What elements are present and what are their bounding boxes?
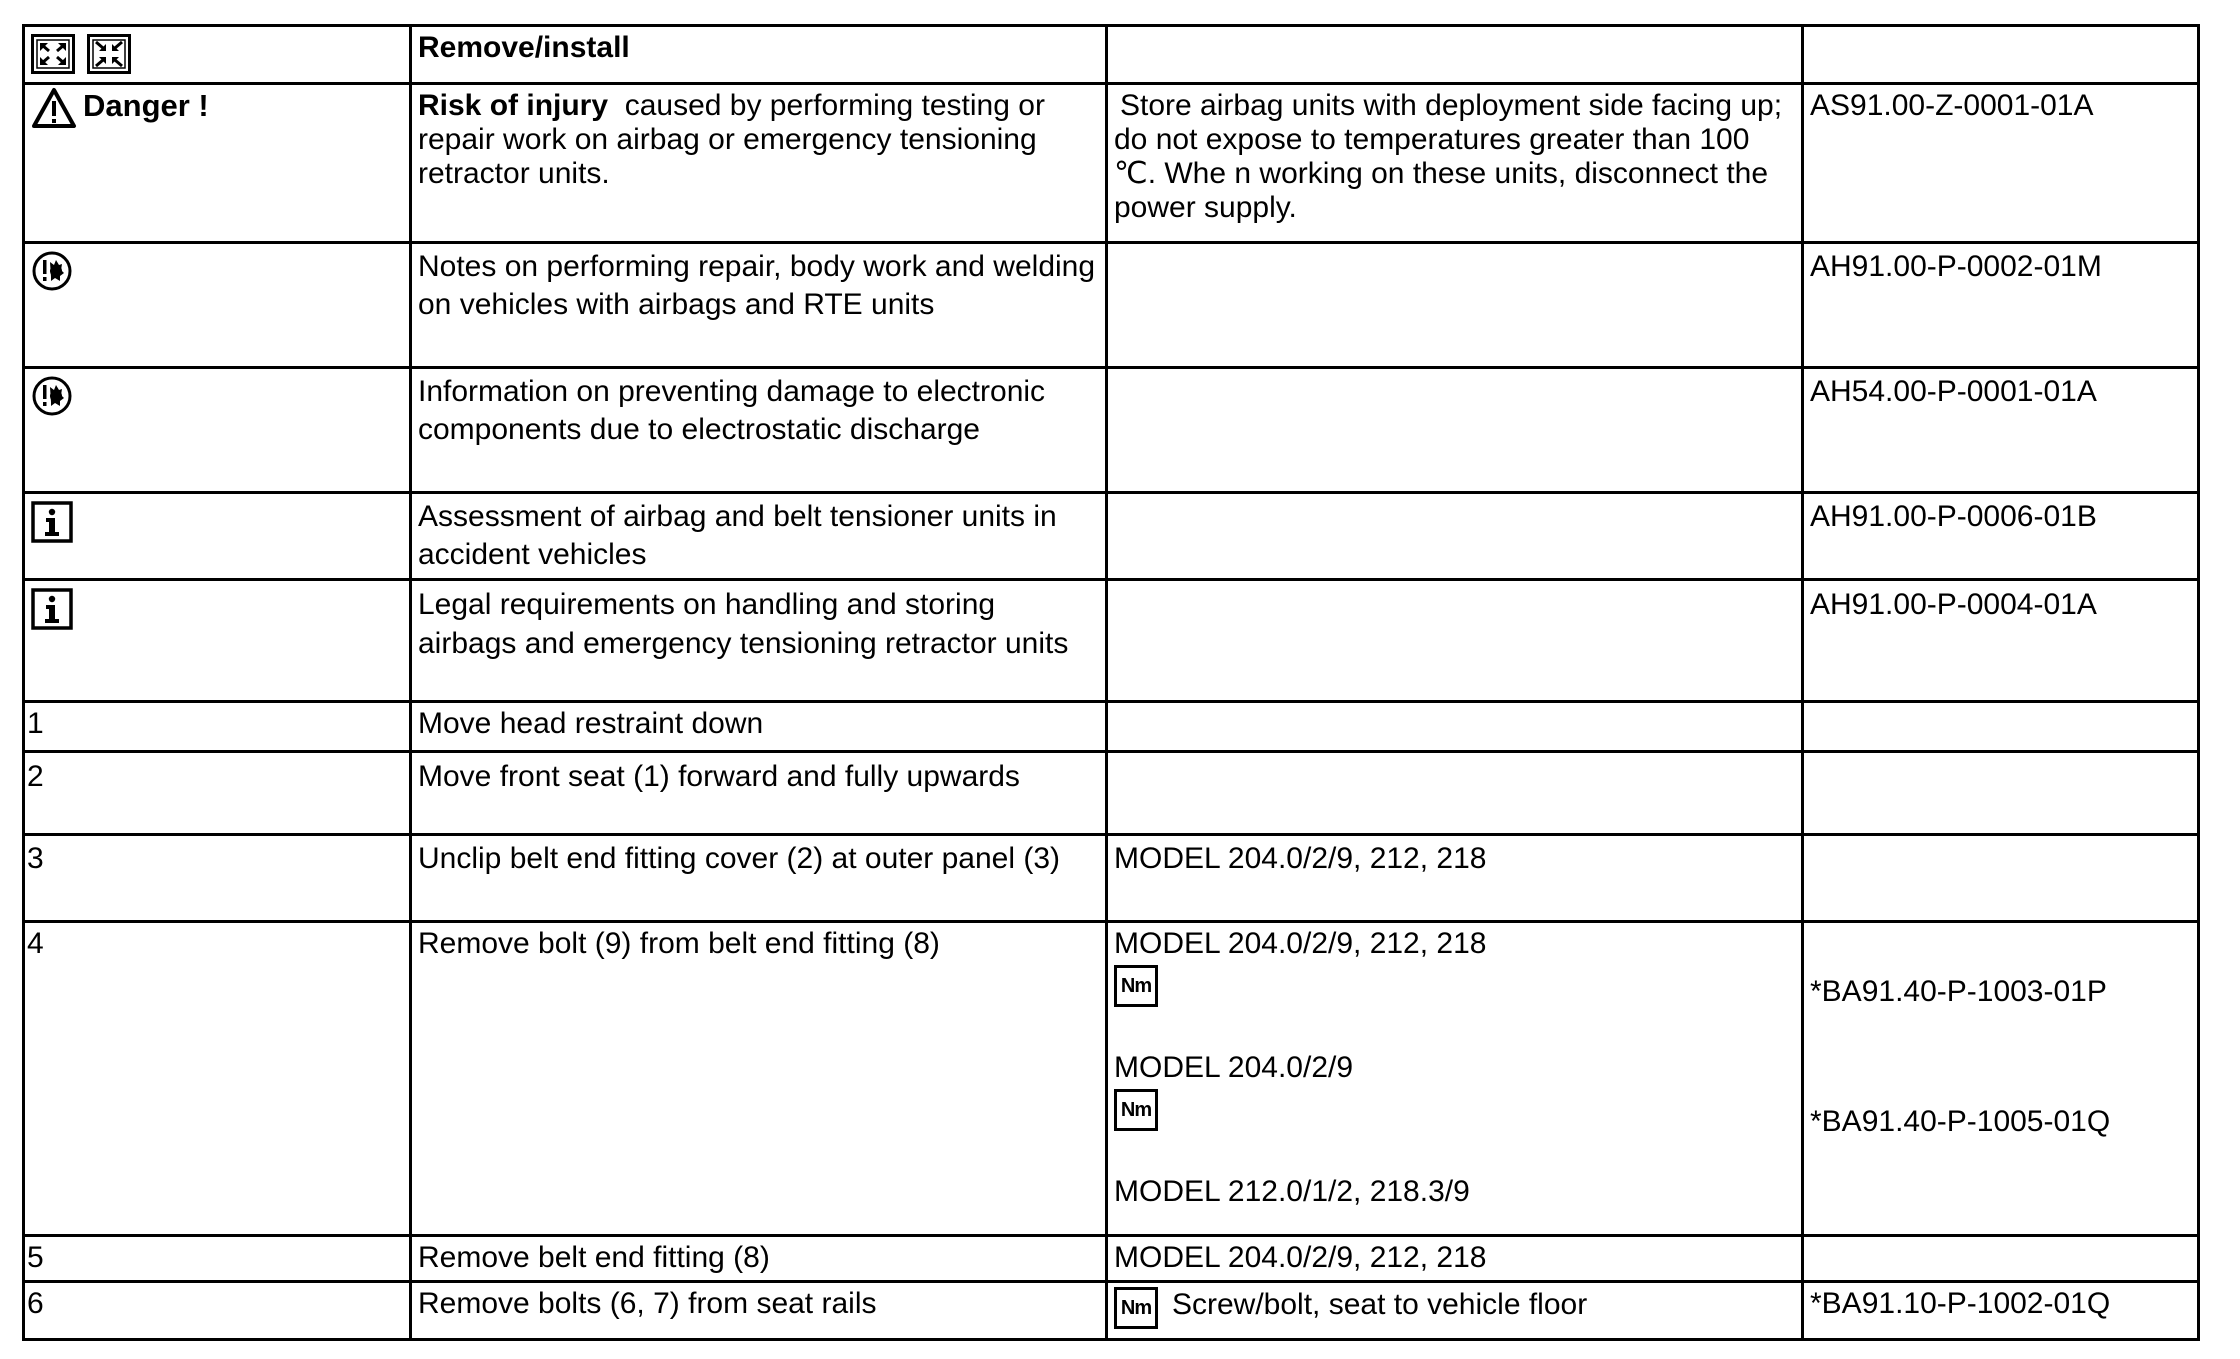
torque-nm-icon[interactable]: Nm xyxy=(1114,1287,1158,1329)
header-empty-cell xyxy=(1803,26,2199,84)
step-row xyxy=(24,922,2199,1236)
step-model-cell xyxy=(1107,752,1803,835)
info-text: Legal requirements on handling and storing airbags and emergency tensioning retractor units xyxy=(418,588,1069,660)
note-ref-cell xyxy=(1803,368,2199,493)
risk-text: caused by performing testing or repair work on airbag or emergency tensioning retractor units. xyxy=(418,89,1045,190)
step-text-cell xyxy=(411,922,1107,1236)
torque-nm-icon[interactable]: Nm xyxy=(1114,1089,1158,1131)
step-ref-cell xyxy=(1803,922,2199,1236)
step-text: Remove bolt (9) from belt end fitting (8) xyxy=(418,927,940,960)
step-row xyxy=(24,1236,2199,1282)
step-text-cell xyxy=(411,752,1107,835)
step-row xyxy=(24,1282,2199,1340)
note-gear-icon xyxy=(31,250,73,302)
info-ref-cell xyxy=(1803,580,2199,702)
step-ref-cell xyxy=(1803,835,2199,922)
note-text-cell xyxy=(411,368,1107,493)
reference-link[interactable]: AH54.00-P-0001-01A xyxy=(1810,375,2097,408)
step-text-cell xyxy=(411,1282,1107,1340)
note-empty-cell xyxy=(1107,368,1803,493)
step-number: 4 xyxy=(27,927,44,960)
step-number-cell xyxy=(24,922,411,1236)
reference-link[interactable]: AH91.00-P-0002-01M xyxy=(1810,250,2102,283)
info-empty-cell xyxy=(1107,580,1803,702)
reference-link[interactable]: *BA91.40-P-1003-01P xyxy=(1810,975,2107,1008)
step-model-cell xyxy=(1107,922,1803,1236)
expand-arrows-icon[interactable] xyxy=(31,34,75,82)
step-model-cell xyxy=(1107,835,1803,922)
reference-link[interactable]: AS91.00-Z-0001-01A xyxy=(1810,89,2094,122)
collapse-arrows-icon[interactable] xyxy=(87,34,131,82)
step-text: Move head restraint down xyxy=(418,707,764,740)
header-row xyxy=(24,26,2199,84)
danger-row xyxy=(24,84,2199,243)
step-number: 5 xyxy=(27,1241,44,1274)
note-text: Notes on performing repair, body work and welding on vehicles with airbags and RTE units xyxy=(418,250,1096,321)
step-row xyxy=(24,752,2199,835)
step-ref-cell xyxy=(1803,1282,2199,1340)
info-ref-cell xyxy=(1803,493,2199,580)
note-icon-cell xyxy=(24,243,411,368)
danger-label: Danger ! xyxy=(83,88,209,123)
info-row xyxy=(24,493,2199,580)
step-model-cell xyxy=(1107,1282,1803,1340)
step-number-cell xyxy=(24,752,411,835)
step-text-cell xyxy=(411,702,1107,752)
info-text: Assessment of airbag and belt tensioner units in accident vehicles xyxy=(418,500,1057,571)
warning-triangle-icon xyxy=(31,87,77,137)
danger-measure-text: Store airbag units with deployment side facing up; do not expose to temperatures greater than 100 ℃. Whe n working on these units, disconnect the power supply. xyxy=(1114,89,1783,224)
model-applicability: MODEL 204.0/2/9, 212, 218 xyxy=(1114,927,1487,960)
step-ref-cell xyxy=(1803,752,2199,835)
step-row xyxy=(24,702,2199,752)
step-model-cell xyxy=(1107,1236,1803,1282)
info-icon-cell xyxy=(24,580,411,702)
step-number-cell xyxy=(24,835,411,922)
step-ref-cell xyxy=(1803,702,2199,752)
danger-risk-cell xyxy=(411,84,1107,243)
danger-measure-cell xyxy=(1107,84,1803,243)
procedure-table xyxy=(22,24,2200,1341)
step-number-cell xyxy=(24,1236,411,1282)
note-text: Information on preventing damage to electronic components due to electrostatic discharge xyxy=(418,375,1046,446)
model-applicability: MODEL 212.0/1/2, 218.3/9 xyxy=(1114,1175,1470,1208)
risk-heading: Risk of injury xyxy=(418,89,609,122)
header-title-cell xyxy=(411,26,1107,84)
step-text: Unclip belt end fitting cover (2) at outer panel (3) xyxy=(418,842,1060,875)
reference-link[interactable]: *BA91.10-P-1002-01Q xyxy=(1810,1287,2111,1320)
step-number: 2 xyxy=(27,760,44,793)
note-gear-icon xyxy=(31,375,73,427)
header-empty-cell xyxy=(1107,26,1803,84)
note-icon-cell xyxy=(24,368,411,493)
torque-row xyxy=(1114,965,1795,1005)
step-row xyxy=(24,835,2199,922)
step-number: 1 xyxy=(27,707,44,740)
step-number: 3 xyxy=(27,842,44,875)
info-text-cell xyxy=(411,580,1107,702)
info-icon xyxy=(31,501,73,553)
header-icons-cell xyxy=(24,26,411,84)
step-text-cell xyxy=(411,835,1107,922)
reference-link[interactable]: AH91.00-P-0004-01A xyxy=(1810,588,2097,621)
info-empty-cell xyxy=(1107,493,1803,580)
torque-note: Screw/bolt, seat to vehicle floor xyxy=(1172,1288,1588,1321)
info-row xyxy=(24,580,2199,702)
step-number-cell xyxy=(24,702,411,752)
step-model-cell xyxy=(1107,702,1803,752)
note-ref-cell xyxy=(1803,243,2199,368)
step-text: Remove belt end fitting (8) xyxy=(418,1241,770,1274)
page-title: Remove/install xyxy=(418,31,630,64)
step-text-cell xyxy=(411,1236,1107,1282)
step-number: 6 xyxy=(27,1287,44,1320)
danger-ref-cell xyxy=(1803,84,2199,243)
step-text: Remove bolts (6, 7) from seat rails xyxy=(418,1287,877,1320)
model-applicability: MODEL 204.0/2/9, 212, 218 xyxy=(1114,1241,1487,1274)
step-text: Move front seat (1) forward and fully upwards xyxy=(418,760,1020,793)
note-text-cell xyxy=(411,243,1107,368)
reference-link[interactable]: AH91.00-P-0006-01B xyxy=(1810,500,2097,533)
reference-link[interactable]: *BA91.40-P-1005-01Q xyxy=(1810,1105,2111,1138)
model-applicability: MODEL 204.0/2/9 xyxy=(1114,1051,1354,1084)
note-empty-cell xyxy=(1107,243,1803,368)
danger-label-cell xyxy=(24,84,411,243)
step-number-cell xyxy=(24,1282,411,1340)
info-text-cell xyxy=(411,493,1107,580)
note-row xyxy=(24,243,2199,368)
note-row xyxy=(24,368,2199,493)
model-applicability: MODEL 204.0/2/9, 212, 218 xyxy=(1114,842,1487,875)
info-icon xyxy=(31,588,73,640)
step-ref-cell xyxy=(1803,1236,2199,1282)
torque-nm-icon[interactable]: Nm xyxy=(1114,965,1158,1007)
torque-row xyxy=(1114,1089,1795,1129)
info-icon-cell xyxy=(24,493,411,580)
